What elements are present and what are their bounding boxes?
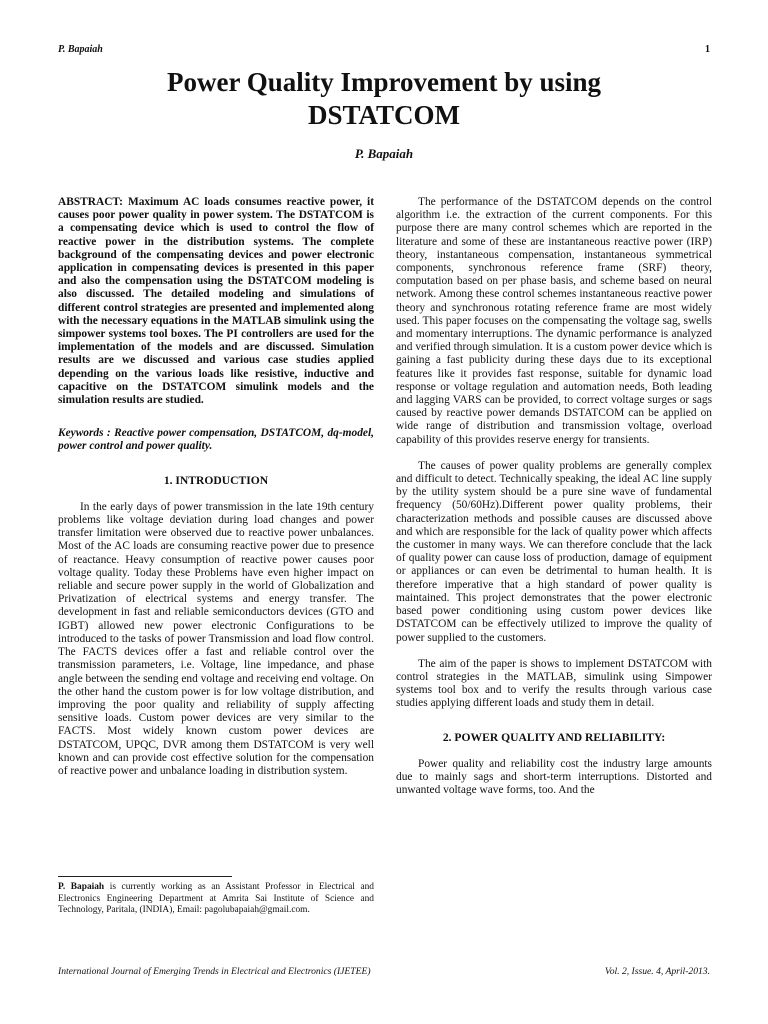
author-name: P. Bapaiah (354, 146, 414, 161)
paragraph-performance: The performance of the DSTATCOM depends on the control algorithm i.e. the extraction of the current components. For this purpose there are many control schemes which are reported in the literature and some of these are instantaneous reactive power (IRP) theory, instantaneous compensation, instantaneous symmetrical components, synchronous reference frame (SRF) theory, computation based on per phase basis, and scheme based on neural network. Among these control schemes instantaneous reactive power theory and synchronous rotating reference frame are most widely used. This paper focuses on the compensating the voltage sag, swells and momentary interruptions. The dynamic performance is analyzed and verified through simulation. It is a custom power device which is gaining a fast publicity during these days due to its exceptional features like it provides fast response, suitable for dynamic load response or voltage regulation and automation needs, Both leading and lagging VARS can be provided, to correct voltage surges or sags caused by reactive power demands DSTATCOM can be applied on wide range of distribution and transmission voltage, overload capability of this provides reserve energy for transients. (396, 196, 712, 446)
left-column (58, 196, 374, 778)
title-line-1: Power Quality Improvement by using (166, 67, 602, 97)
paragraph-power-quality: Power quality and reliability cost the industry large amounts due to mainly sags and short-term interruptions. Distorted and unwanted voltage wave forms, too. And the (396, 757, 712, 797)
right-column (396, 196, 712, 797)
introduction-paragraph: In the early days of power transmission in the late 19th century problems like voltage deviation during load changes and power transfer limitation were observed due to reactive power unbalances. Most of the AC loads are consuming reactive power due to presence of reactance. Heavy consumption of reactive power causes poor voltage quality. Today these Problems have even higher impact on reliable and secure power supply in the world of Globalization and Privatization of electrical systems and energy transfer. The development in fast and reliable semiconductors devices (GTO and IGBT) allowed new power electronic Configurations to be introduced to the tasks of power Transmission and load flow control. The FACTS devices offer a fast and reliable control over the transmission parameters, i.e. Voltage, line impedance, and phase angle between the sending end voltage and receiving end voltage. On the other hand the custom power is for low voltage distribution, and improving the poor quality and reliability of supply affecting sensitive loads. Custom power devices are very similar to the FACTS. Most widely known custom power devices are DSTATCOM, UPQC, DVR among them DSTATCOM is very well known and can provide cost effective solution for the compensation of reactive power and unbalance loading in distribution system. (58, 500, 374, 777)
volume-footer: Vol. 2, Issue. 4, April-2013. (604, 966, 710, 977)
abstract: ABSTRACT: Maximum AC loads consumes reactive power, it causes poor power quality in power system. The DSTATCOM is a compensating device which is used to control the flow of reactive power in the distribution systems. The complete background of the compensating devices and power electronic application in compensating devices is presented in this paper and also the compensation using the DSTATCOM modeling is also discussed. The detailed modeling and simulations of different control strategies are presented and implemented along with the necessary equations in the MATLAB simulink using the simpower systems tool boxes. The PI controllers are used for the implementation of the models and are discussed. Simulation results are we discussed and various case studies applied depending on the various loads like resistive, inductive and capacitive on the DSTATCOM simulink models and the simulation results are studied. (58, 196, 374, 407)
paragraph-aim: The aim of the paper is shows to implement DSTATCOM with control strategies in the MATLAB, simulink using Simpower systems tool box and to verify the results through various case studies applying different loads and study them in detail. (396, 657, 712, 710)
keywords: Keywords : Reactive power compensation, DSTATCOM, dq-model, power control and power quality. (58, 427, 374, 453)
footnote-text: is currently working as an Assistant Professor in Electrical and Electronics Engineering Department at Amrita Sai Institute of Science and Technology, Paritala, (INDIA), Email: pagolubapaiah@gmail.com. (58, 882, 374, 916)
paper-title (58, 66, 710, 132)
footnote-author-name: P. Bapaiah (58, 882, 105, 892)
section-heading-introduction: 1. INTRODUCTION (163, 473, 269, 487)
footnote-divider (58, 876, 232, 877)
running-header-author: P. Bapaiah (58, 44, 103, 55)
paragraph-causes: The causes of power quality problems are generally complex and difficult to detect. Technically speaking, the ideal AC line supply by the utility system should be a pure sine wave of fundamental frequency (50/60Hz).Different power quality problems, their characterization methods and possible causes are discussed above and which are responsible for the lack of quality power which affects the customer in many ways. We can therefore conclude that the lack of quality power can cause loss of production, damage of equipment or appliances or can even be detrimental to human health. It is therefore imperative that a high standard of power quality is maintained. This project demonstrates that the power electronic based power conditioning using custom power devices like DSTATCOM can be effectively utilized to improve the quality of power supplied to the customers. (396, 459, 712, 644)
page-number: 1 (705, 44, 710, 55)
section-heading-power-quality: 2. POWER QUALITY AND RELIABILITY: (442, 730, 666, 744)
title-line-2: DSTATCOM (307, 100, 460, 130)
journal-footer: International Journal of Emerging Trends in Electrical and Electronics (IJETEE) (58, 966, 371, 977)
author-footnote (58, 882, 374, 917)
